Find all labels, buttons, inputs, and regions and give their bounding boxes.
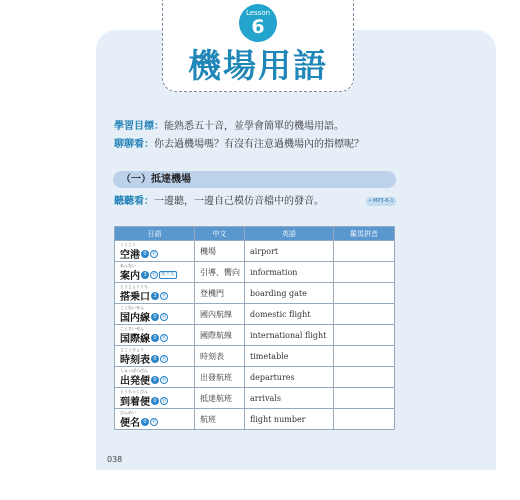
listen-instruction: [114, 195, 324, 209]
furigana: とうちゃくびん: [120, 389, 148, 394]
japanese-word: 国内線: [120, 313, 150, 324]
furigana: しゅっぱつびん: [120, 368, 148, 373]
part-of-speech-badge: 名: [161, 397, 167, 404]
english-cell: airport: [245, 241, 334, 262]
learning-goal-text: 能熟悉五十音，並學會簡單的機場用語。: [164, 121, 344, 132]
romaji-cell[interactable]: [334, 346, 395, 367]
verb-type-tag: 他サ変: [161, 271, 175, 277]
chinese-cell: 航班: [195, 409, 245, 430]
furigana: こくないせん: [120, 305, 144, 310]
japanese-word: 時刻表: [120, 355, 150, 366]
english-cell: international flight: [245, 325, 334, 346]
romaji-cell[interactable]: [334, 409, 395, 430]
english-cell: departures: [245, 367, 334, 388]
accent-badge: 3: [141, 271, 149, 279]
chinese-cell: 出發航班: [195, 367, 245, 388]
japanese-cell: [115, 367, 195, 388]
furigana: じこくひょう: [120, 347, 144, 352]
accent-badge: 0: [151, 313, 159, 321]
japanese-word: 搭乗口: [120, 292, 150, 303]
page-number: 038: [107, 455, 123, 464]
japanese-cell: [115, 304, 195, 325]
part-of-speech-badge: 名: [151, 418, 157, 425]
table-row: [115, 409, 395, 430]
chat-prompt: [114, 138, 364, 152]
accent-badge: 0: [141, 418, 149, 426]
english-cell: domestic flight: [245, 304, 334, 325]
header-english: 英語: [245, 227, 334, 241]
part-of-speech-badge: 名: [161, 292, 167, 299]
chinese-cell: 引導、嚮向: [195, 262, 245, 283]
furigana: くうこう: [120, 242, 136, 247]
romaji-cell[interactable]: [334, 241, 395, 262]
chat-prompt-label: 聊聊看：: [114, 139, 154, 150]
chat-prompt-text: 你去過機場嗎？有沒有注意過機場內的指標呢？: [154, 139, 364, 150]
lesson-number: 6: [251, 16, 265, 38]
chinese-cell: 國內航線: [195, 304, 245, 325]
listen-label: 聽聽看：: [114, 196, 154, 207]
japanese-word: 到着便: [120, 397, 150, 408]
section-title: （一）抵達機場: [121, 174, 191, 185]
japanese-cell: [115, 388, 195, 409]
listen-text: 一邊聽，一邊自己模仿音檔中的發音。: [154, 196, 324, 207]
accent-badge: 0: [151, 355, 159, 363]
japanese-word: 空港: [120, 250, 140, 261]
part-of-speech-badge: 名: [151, 271, 157, 278]
table-row: [115, 325, 395, 346]
japanese-cell: [115, 325, 195, 346]
mp3-track-badge[interactable]: • MP3-6-1: [366, 197, 396, 206]
english-cell: flight number: [245, 409, 334, 430]
japanese-cell: [115, 241, 195, 262]
furigana: とうじょうぐち: [120, 284, 148, 289]
part-of-speech-badge: 名: [161, 376, 167, 383]
romaji-cell[interactable]: [334, 283, 395, 304]
table-row: [115, 262, 395, 283]
romaji-cell[interactable]: [334, 388, 395, 409]
part-of-speech-badge: 名: [151, 250, 157, 257]
english-cell: arrivals: [245, 388, 334, 409]
lesson-badge: [239, 4, 277, 42]
chinese-cell: 機場: [195, 241, 245, 262]
header-japanese: 日語: [115, 227, 195, 241]
romaji-cell[interactable]: [334, 325, 395, 346]
table-row: [115, 304, 395, 325]
romaji-cell[interactable]: [334, 262, 395, 283]
furigana: あんない: [120, 263, 136, 268]
romaji-cell[interactable]: [334, 304, 395, 325]
table-row: [115, 283, 395, 304]
learning-goal-label: 學習目標：: [114, 121, 164, 132]
header-chinese: 中文: [195, 227, 245, 241]
accent-badge: 0: [151, 376, 159, 384]
header-romaji: 羅馬拼音: [334, 227, 395, 241]
japanese-cell: [115, 346, 195, 367]
japanese-cell: [115, 409, 195, 430]
japanese-word: 案内: [120, 271, 140, 282]
chinese-cell: 國際航線: [195, 325, 245, 346]
part-of-speech-badge: 名: [161, 334, 167, 341]
japanese-word: 便名: [120, 418, 140, 429]
table-header-row: [115, 227, 395, 241]
learning-goal: [114, 120, 344, 134]
japanese-word: 国際線: [120, 334, 150, 345]
vocabulary-table: [114, 226, 395, 430]
accent-badge: 0: [151, 334, 159, 342]
lesson-title: 機場用語: [188, 46, 328, 85]
chinese-cell: 抵達航班: [195, 388, 245, 409]
chinese-cell: 時刻表: [195, 346, 245, 367]
english-cell: timetable: [245, 346, 334, 367]
accent-badge: 3: [151, 292, 159, 300]
part-of-speech-badge: 名: [161, 313, 167, 320]
part-of-speech-badge: 名: [161, 355, 167, 362]
japanese-cell: [115, 283, 195, 304]
english-cell: information: [245, 262, 334, 283]
table-row: [115, 367, 395, 388]
table-row: [115, 346, 395, 367]
english-cell: boarding gate: [245, 283, 334, 304]
romaji-cell[interactable]: [334, 367, 395, 388]
accent-badge: 0: [151, 397, 159, 405]
lesson-word: Lesson: [245, 9, 271, 17]
table-row: [115, 241, 395, 262]
furigana: こくさいせん: [120, 326, 144, 331]
table-row: [115, 388, 395, 409]
accent-badge: 0: [141, 250, 149, 258]
japanese-cell: [115, 262, 195, 283]
japanese-word: 出発便: [120, 376, 150, 387]
furigana: びんめい: [120, 410, 136, 415]
chinese-cell: 登機門: [195, 283, 245, 304]
